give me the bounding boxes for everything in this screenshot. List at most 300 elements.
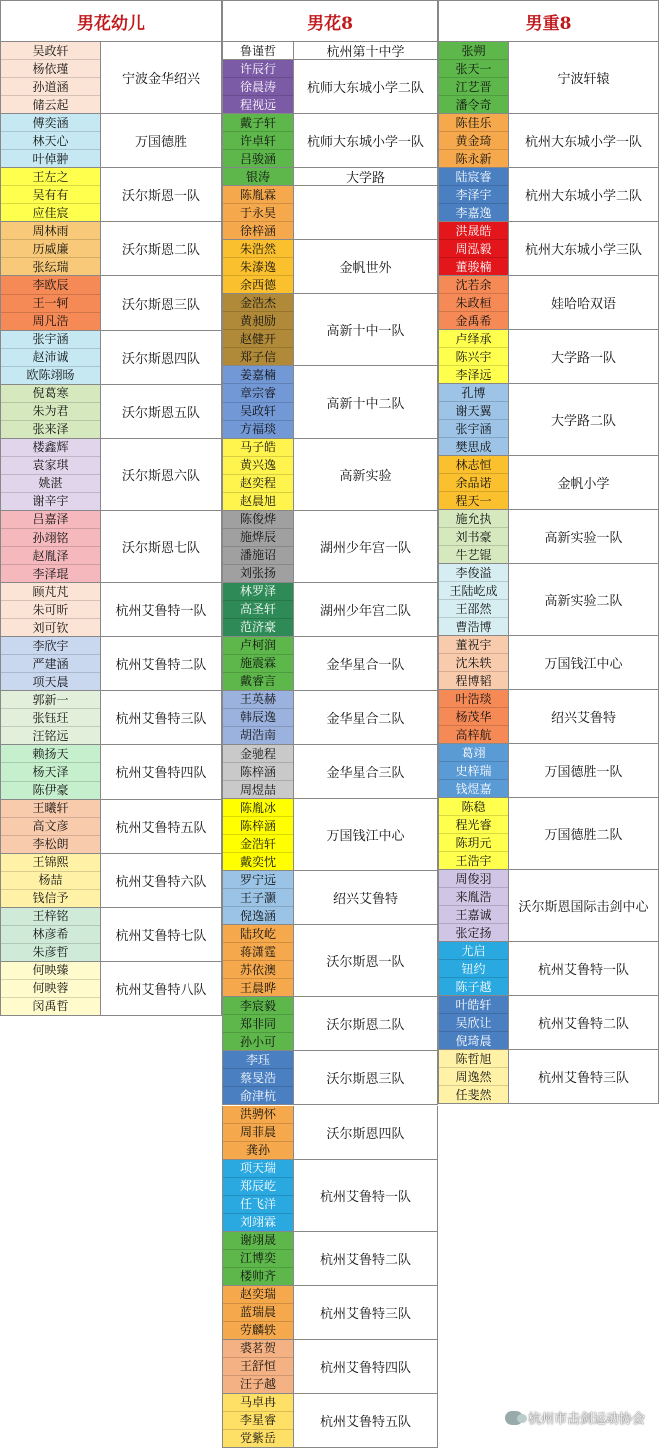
team-name: 金华星合一队: [294, 637, 438, 691]
player-name: 吕嘉泽: [1, 511, 100, 529]
player-name: 李俊溢: [439, 564, 508, 582]
player-name: 张朔: [439, 42, 508, 60]
player-name: 龚孙: [245, 1143, 270, 1158]
player-list: [222, 186, 294, 240]
player-name: 项天晨: [32, 674, 69, 689]
player-name: 赖扬天: [1, 745, 100, 763]
player-name: 张天一: [439, 60, 508, 78]
player-name: 牛艺锟: [455, 547, 492, 562]
team-name: 金帆小学: [509, 456, 659, 510]
player-name: 章宗睿: [223, 384, 293, 402]
player-name: 范济豪: [239, 620, 276, 635]
team-name: 杭师大东城小学二队: [294, 60, 438, 114]
team-name: 杭州艾鲁特二队: [101, 637, 222, 691]
team-block: [0, 962, 222, 1016]
player-name: 倪逸涵: [239, 908, 276, 923]
player-name: 钱信予: [32, 891, 69, 906]
team-block: [222, 366, 438, 438]
team-name: 杭州艾鲁特六队: [101, 854, 222, 908]
player-name: 陆宸睿: [439, 168, 508, 186]
player-name: 曹浩博: [455, 619, 492, 634]
team-name: 高新实验二队: [509, 564, 659, 636]
player-name: 王晨晔: [239, 980, 276, 995]
team-name: 沃尔斯恩国际击剑中心: [509, 870, 659, 942]
player-name: 陈永新: [455, 151, 492, 166]
player-name: 孙道涵: [1, 78, 100, 96]
team-block: [438, 456, 659, 510]
team-block: [222, 439, 438, 511]
player-list: [0, 745, 101, 799]
player-list: [438, 942, 509, 996]
team-name: 杭州艾鲁特二队: [509, 996, 659, 1050]
team-block: [222, 997, 438, 1051]
team-block: [222, 168, 438, 186]
player-list: [438, 384, 509, 456]
team-block: [222, 745, 438, 799]
team-block: [222, 691, 438, 745]
player-name: 朱彦哲: [32, 945, 69, 960]
team-block: [222, 42, 438, 60]
team-name: 杭州艾鲁特七队: [101, 908, 222, 962]
player-name: 储云起: [32, 97, 69, 112]
player-name: 于永昊: [223, 204, 293, 222]
player-list: [222, 1051, 294, 1105]
player-name: 闵禹哲: [32, 999, 69, 1014]
team-name: 绍兴艾鲁特: [294, 871, 438, 925]
player-name: 姚湛: [1, 475, 100, 493]
team-name: 杭师大东城小学一队: [294, 114, 438, 168]
team-name: 沃尔斯恩二队: [101, 222, 222, 276]
team-name: 湖州少年宫一队: [294, 511, 438, 583]
team-block: [222, 60, 438, 114]
player-name: 钱煜嘉: [455, 781, 492, 796]
player-name: 吕骏涵: [239, 151, 276, 166]
column-header: 男花8: [222, 0, 438, 42]
player-name: 倪琦晨: [455, 1033, 492, 1048]
player-name: 顾芃芃: [1, 583, 100, 601]
team-name: 杭州艾鲁特一队: [101, 583, 222, 637]
player-name: 姜嘉楠: [223, 366, 293, 384]
player-name: 余西德: [239, 277, 276, 292]
player-name: 楼帅齐: [239, 1269, 276, 1284]
team-block: [438, 42, 659, 114]
player-name: 李嘉逸: [455, 205, 492, 220]
player-name: 王舒恒: [223, 1358, 293, 1376]
team-name: 万国钱江中心: [294, 799, 438, 871]
player-name: 卢绎承: [439, 330, 508, 348]
player-list: [222, 691, 294, 745]
player-name: 袁家琪: [1, 457, 100, 475]
player-name: 戴子轩: [223, 114, 293, 132]
team-block: [438, 870, 659, 942]
team-name: 湖州少年宫二队: [294, 583, 438, 637]
player-name: 葛翊: [439, 744, 508, 762]
player-list: [222, 925, 294, 997]
player-name: 董祝宇: [439, 636, 508, 654]
team-name: 杭州艾鲁特四队: [101, 745, 222, 799]
player-name: 何映蓉: [1, 980, 100, 998]
player-list: [438, 744, 509, 798]
player-list: [222, 745, 294, 799]
team-name: 金华星合三队: [294, 745, 438, 799]
player-name: 程视远: [239, 97, 276, 112]
player-list: [0, 222, 101, 276]
player-list: [222, 1232, 294, 1286]
player-list: [0, 854, 101, 908]
team-block: [438, 222, 659, 276]
watermark: [505, 1408, 645, 1427]
player-name: 林彦希: [1, 926, 100, 944]
team-block: [0, 42, 222, 114]
player-name: 赵晨旭: [239, 494, 276, 509]
player-name: 刘书豪: [439, 528, 508, 546]
player-name: 潘令奇: [455, 97, 492, 112]
player-name: 杨喆: [1, 872, 100, 890]
player-name: 王锦熙: [1, 854, 100, 872]
player-name: 朱为君: [1, 403, 100, 421]
team-name: 金帆世外: [294, 240, 438, 294]
player-list: [222, 114, 294, 168]
team-block: [222, 1160, 438, 1232]
player-name: 吴政轩: [223, 403, 293, 421]
player-name: 王曦轩: [1, 800, 100, 818]
team-block: [0, 745, 222, 799]
team-block: [438, 798, 659, 870]
team-name: 万国钱江中心: [509, 636, 659, 690]
player-name: 王陆屹成: [439, 582, 508, 600]
team-block: [438, 942, 659, 996]
team-name: 沃尔斯恩四队: [101, 331, 222, 385]
player-name: 项天瑞: [223, 1160, 293, 1178]
team-name: 杭州艾鲁特四队: [294, 1340, 438, 1394]
player-name: 高梓航: [455, 727, 492, 742]
player-name: 陈子越: [455, 979, 492, 994]
player-name: 应佳宸: [32, 205, 69, 220]
player-list: [438, 510, 509, 564]
team-block: [222, 583, 438, 637]
player-name: 楼鑫辉: [1, 439, 100, 457]
player-name: 朱浩然: [223, 240, 293, 258]
player-list: [0, 908, 101, 962]
player-name: 张钰玨: [1, 709, 100, 727]
player-name: 党紫岳: [239, 1431, 276, 1446]
team-name: 沃尔斯恩五队: [101, 385, 222, 439]
team-block: [438, 636, 659, 690]
player-list: [222, 60, 294, 114]
team-name: 沃尔斯恩六队: [101, 439, 222, 511]
team-name: 杭州艾鲁特二队: [294, 1232, 438, 1286]
player-name: 郑辰屹: [223, 1178, 293, 1196]
player-name: 陈胤霖: [223, 186, 293, 204]
player-list: [0, 511, 101, 583]
team-name: 杭州艾鲁特五队: [294, 1394, 438, 1448]
team-block: [222, 1051, 438, 1105]
player-name: 陈兴宇: [439, 348, 508, 366]
player-name: 吴有有: [1, 186, 100, 204]
player-name: 鲁谨哲: [239, 43, 276, 58]
player-name: 朱政桓: [439, 294, 508, 312]
team-block: [0, 908, 222, 962]
player-name: 江艺晋: [439, 78, 508, 96]
player-name: 方福琰: [239, 422, 276, 437]
player-name: 程光睿: [439, 816, 508, 834]
player-name: 尤启: [439, 942, 508, 960]
team-name: 杭州艾鲁特八队: [101, 962, 222, 1016]
player-name: 苏依澳: [223, 961, 293, 979]
team-name: 杭州第十中学: [294, 42, 438, 60]
player-name: 高圣轩: [223, 601, 293, 619]
player-name: 倪葛寒: [1, 385, 100, 403]
player-name: 罗宁远: [223, 871, 293, 889]
team-block: [438, 1050, 659, 1104]
player-list: [438, 636, 509, 690]
player-name: 许卓轩: [223, 132, 293, 150]
player-name: 施震霖: [223, 655, 293, 673]
player-name: 沈若余: [439, 276, 508, 294]
team-name: 金华星合二队: [294, 691, 438, 745]
player-name: 谢天翼: [439, 402, 508, 420]
player-name: 王英赫: [223, 691, 293, 709]
team-name: 杭州艾鲁特五队: [101, 800, 222, 854]
player-name: 历威廉: [1, 240, 100, 258]
player-name: 银涛: [245, 169, 270, 184]
player-name: 李泽琨: [32, 566, 69, 581]
column-header: 男花幼儿: [0, 0, 222, 42]
player-name: 马子皓: [223, 439, 293, 457]
team-name: 沃尔斯恩四队: [294, 1106, 438, 1160]
player-name: 周逸然: [439, 1068, 508, 1086]
team-name: 大学路一队: [509, 330, 659, 384]
team-name: 沃尔斯恩一队: [294, 925, 438, 997]
player-name: 严建涵: [1, 655, 100, 673]
player-name: 陈梓涵: [223, 763, 293, 781]
team-block: [0, 385, 222, 439]
team-name: [294, 186, 438, 240]
player-name: 周煜喆: [239, 782, 276, 797]
player-list: [222, 1340, 294, 1394]
player-list: [0, 439, 101, 511]
player-list: [0, 114, 101, 168]
player-list: [222, 997, 294, 1051]
team-name: 杭州艾鲁特三队: [101, 691, 222, 745]
player-name: 戴睿言: [239, 674, 276, 689]
player-name: 王嘉诚: [439, 906, 508, 924]
player-name: 李泽远: [455, 367, 492, 382]
player-name: 张来泽: [32, 422, 69, 437]
player-list: [0, 385, 101, 439]
team-name: 沃尔斯恩一队: [101, 168, 222, 222]
player-name: 王邵然: [439, 600, 508, 618]
player-name: 江博奕: [223, 1250, 293, 1268]
player-list: [222, 799, 294, 871]
team-name: 万国德胜二队: [509, 798, 659, 870]
team-name: 沃尔斯恩三队: [101, 276, 222, 330]
player-name: 俞津杭: [239, 1088, 276, 1103]
team-name: 高新实验一队: [509, 510, 659, 564]
player-name: 王子灏: [223, 889, 293, 907]
wechat-icon: [505, 1411, 523, 1425]
player-name: 朱可昕: [1, 601, 100, 619]
player-name: 周凡浩: [32, 314, 69, 329]
player-name: 王左之: [1, 168, 100, 186]
team-block: [0, 511, 222, 583]
player-name: 陈胤冰: [223, 799, 293, 817]
team-block: [222, 511, 438, 583]
player-list: [0, 637, 101, 691]
player-name: 潘施诏: [223, 547, 293, 565]
player-name: 谢辛宇: [32, 494, 69, 509]
player-name: 黄兴逸: [223, 457, 293, 475]
player-list: [222, 294, 294, 366]
player-list: [438, 798, 509, 870]
player-list: [438, 114, 509, 168]
player-list: [222, 583, 294, 637]
player-list: [222, 1394, 294, 1448]
player-name: 欧陈翊旸: [26, 368, 75, 383]
team-block: [222, 1232, 438, 1286]
team-block: [0, 800, 222, 854]
team-name: 万国德胜: [101, 114, 222, 168]
player-name: 李星睿: [223, 1412, 293, 1430]
team-name: 杭州艾鲁特一队: [294, 1160, 438, 1232]
player-list: [438, 222, 509, 276]
team-name: 娃哈哈双语: [509, 276, 659, 330]
player-name: 赵健开: [223, 330, 293, 348]
player-name: 郭新一: [1, 691, 100, 709]
player-name: 施烨辰: [223, 529, 293, 547]
player-name: 杨天泽: [1, 763, 100, 781]
player-name: 徐梓涵: [239, 223, 276, 238]
player-name: 孔博: [439, 384, 508, 402]
player-name: 孙翊铭: [1, 529, 100, 547]
player-name: 洪骋怀: [223, 1106, 293, 1124]
player-list: [222, 168, 294, 186]
player-name: 任斐然: [455, 1087, 492, 1102]
player-name: 张宇涵: [439, 420, 508, 438]
player-list: [222, 1106, 294, 1160]
player-name: 洪晟皓: [439, 222, 508, 240]
player-list: [222, 871, 294, 925]
player-list: [438, 564, 509, 636]
team-block: [0, 439, 222, 511]
player-name: 黄金琦: [439, 132, 508, 150]
player-list: [0, 800, 101, 854]
player-list: [0, 276, 101, 330]
player-name: 林天心: [1, 132, 100, 150]
player-name: 张宇涵: [1, 331, 100, 349]
player-name: 陈伊豪: [32, 783, 69, 798]
player-list: [222, 439, 294, 511]
team-block: [438, 276, 659, 330]
player-name: 杨茂华: [439, 708, 508, 726]
player-name: 李泽宇: [439, 186, 508, 204]
column-boys-foil-kids: [0, 0, 222, 1448]
team-block: [222, 799, 438, 871]
player-name: 吴政轩: [1, 42, 100, 60]
player-name: 韩辰逸: [223, 709, 293, 727]
team-name: 杭州艾鲁特三队: [509, 1050, 659, 1104]
player-list: [438, 456, 509, 510]
team-block: [222, 1394, 438, 1448]
player-name: 郑子信: [239, 349, 276, 364]
player-list: [0, 42, 101, 114]
player-name: 陈梓涵: [223, 817, 293, 835]
team-block: [222, 925, 438, 997]
player-name: 赵奕瑞: [223, 1286, 293, 1304]
player-name: 汪子越: [239, 1377, 276, 1392]
player-name: 周泓毅: [439, 240, 508, 258]
player-name: 叶皓轩: [439, 996, 508, 1014]
team-name: 高新十中二队: [294, 366, 438, 438]
player-name: 来胤浩: [439, 888, 508, 906]
player-list: [438, 870, 509, 942]
team-name: 高新十中一队: [294, 294, 438, 366]
player-list: [0, 691, 101, 745]
player-name: 赵沛诚: [1, 349, 100, 367]
team-block: [438, 996, 659, 1050]
team-block: [0, 637, 222, 691]
team-block: [222, 294, 438, 366]
team-block: [438, 384, 659, 456]
player-name: 高文彦: [1, 818, 100, 836]
player-list: [222, 1286, 294, 1340]
player-name: 李松朗: [32, 837, 69, 852]
player-name: 杨依瑾: [1, 60, 100, 78]
player-name: 许辰行: [223, 60, 293, 78]
team-name: 沃尔斯恩二队: [294, 997, 438, 1051]
player-list: [222, 240, 294, 294]
team-block: [0, 331, 222, 385]
player-name: 孙小可: [239, 1034, 276, 1049]
column-header: 男重8: [438, 0, 659, 42]
player-name: 赵奕程: [223, 475, 293, 493]
player-name: 樊思成: [455, 439, 492, 454]
player-name: 王一轲: [1, 295, 100, 313]
team-block: [438, 168, 659, 222]
team-name: 高新实验: [294, 439, 438, 511]
team-block: [438, 564, 659, 636]
column-boys-epee-8: [438, 0, 659, 1448]
player-list: [0, 168, 101, 222]
player-name: 郑非同: [223, 1015, 293, 1033]
player-name: 李宸毅: [223, 997, 293, 1015]
player-name: 李欧辰: [1, 276, 100, 294]
player-name: 刘可钦: [32, 620, 69, 635]
team-block: [222, 871, 438, 925]
player-name: 卢柯润: [223, 637, 293, 655]
player-list: [438, 42, 509, 114]
team-block: [0, 691, 222, 745]
team-name: 沃尔斯恩三队: [294, 1051, 438, 1105]
player-list: [438, 996, 509, 1050]
player-list: [0, 583, 101, 637]
player-name: 汪铭远: [32, 728, 69, 743]
player-name: 沈朱轶: [439, 654, 508, 672]
player-name: 董骏楠: [455, 259, 492, 274]
watermark-text: 杭州市击剑运动协会: [527, 1412, 645, 1427]
player-name: 李欣宇: [1, 637, 100, 655]
player-list: [438, 690, 509, 744]
team-name: 杭州大东城小学二队: [509, 168, 659, 222]
player-name: 胡浩南: [239, 728, 276, 743]
player-name: 李珏: [223, 1051, 293, 1069]
team-name: 杭州艾鲁特三队: [294, 1286, 438, 1340]
player-name: 蔡旻浩: [223, 1069, 293, 1087]
column-boys-foil-8: [222, 0, 438, 1448]
player-name: 谢翊晟: [223, 1232, 293, 1250]
player-list: [222, 637, 294, 691]
player-list: [438, 330, 509, 384]
